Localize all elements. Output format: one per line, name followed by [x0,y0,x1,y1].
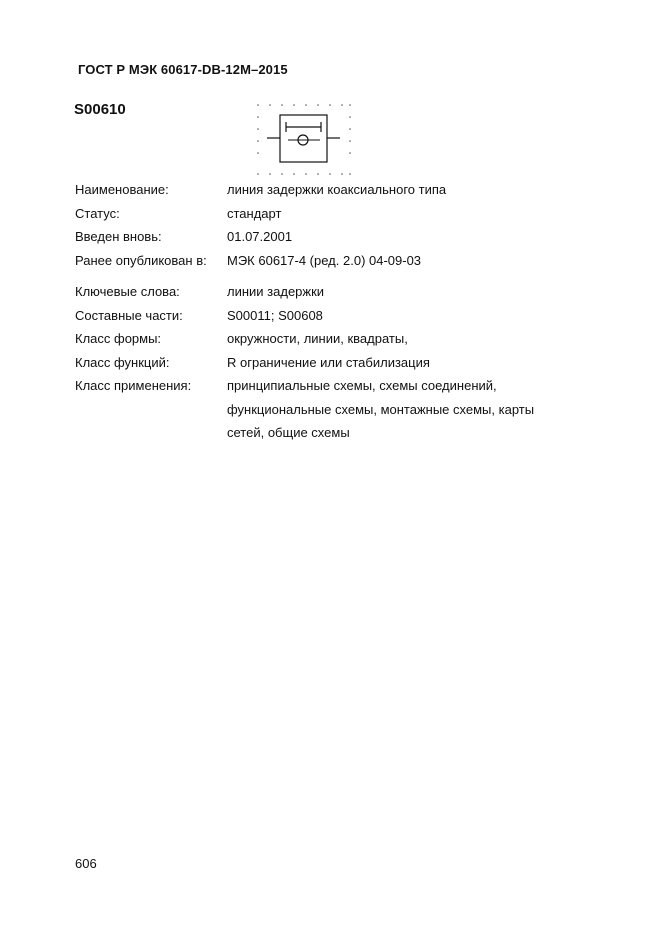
property-key: Ранее опубликован в: [75,252,207,268]
property-key: Класс формы: [75,331,162,346]
coaxial-delay-line-symbol-icon [250,97,360,177]
property-value: линии задержки [227,284,325,299]
property-value: 01.07.2001 [227,229,293,244]
property-value: R ограничение или стабилизация [227,354,430,370]
property-key: Класс функций: [75,354,170,370]
property-key: Введен вновь: [75,229,162,244]
property-key: Наименование: [75,182,169,197]
symbol-square [280,115,327,162]
page-number: 606 [75,856,97,871]
property-value: принципиальные схемы, схемы соединений, [227,378,497,393]
property-value: стандарт [227,205,282,221]
property-key: Составные части: [75,307,183,323]
property-value: окружности, линии, квадраты, [227,331,408,346]
property-key: Класс применения: [75,378,192,393]
symbol-id: S00610 [74,101,126,118]
property-value: S00011; S00608 [227,307,323,323]
property-key: Статус: [75,205,120,221]
property-key: Ключевые слова: [75,284,180,299]
property-value: линия задержки коаксиального типа [227,182,447,197]
property-value-continuation: сетей, общие схемы [227,425,350,440]
document-header: ГОСТ Р МЭК 60617-DB-12M–2015 [78,62,288,77]
property-value: МЭК 60617-4 (ред. 2.0) 04-09-03 [227,252,422,268]
property-value-continuation: функциональные схемы, монтажные схемы, карты [227,401,535,417]
